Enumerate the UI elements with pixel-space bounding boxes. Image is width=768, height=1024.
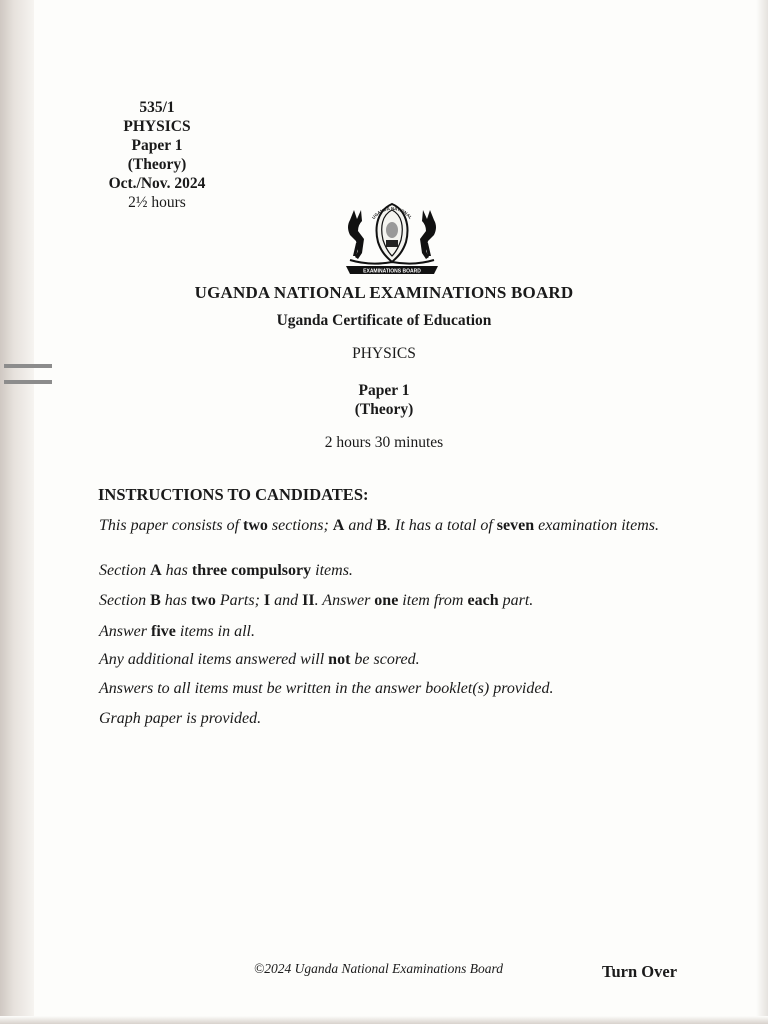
turn-over-label: Turn Over (602, 962, 678, 981)
instructions-heading: INSTRUCTIONS TO CANDIDATES: (98, 485, 369, 504)
meta-subject: PHYSICS (123, 118, 191, 135)
meta-paper: Paper 1 (131, 137, 183, 154)
instruction-item: This paper consists of two sections; A and B. It has a total of seven examination items. (99, 517, 659, 534)
staple-mark (4, 364, 52, 368)
instruction-item: Answers to all items must be written in the answer booklet(s) provided. (99, 680, 554, 697)
kob-left-icon (348, 210, 364, 259)
uneb-crest-logo (340, 196, 444, 278)
instruction-item: Answer five items in all. (99, 623, 255, 640)
subject-title: PHYSICS (352, 345, 416, 362)
certificate-title: Uganda Certificate of Education (276, 312, 492, 329)
paper-number: Paper 1 (358, 382, 410, 399)
page-edge-shadow (0, 0, 34, 1024)
logo-top-text: UGANDA NATIONAL (370, 205, 414, 220)
instruction-item: Section A has three compulsory items. (99, 562, 353, 579)
crane-right-icon (420, 210, 436, 259)
paper-title (0, 381, 768, 419)
instruction-item: Graph paper is provided. (99, 710, 262, 727)
paper-code: 535/1 (139, 99, 175, 116)
meta-type: (Theory) (127, 156, 187, 173)
meta-duration: 2½ hours (128, 194, 186, 211)
page-edge-bottom (0, 1016, 768, 1024)
copyright-notice: ©2024 Uganda National Examinations Board (254, 961, 504, 976)
exam-duration: 2 hours 30 minutes (324, 434, 444, 451)
paper-type: (Theory) (354, 401, 414, 418)
instruction-item: Any additional items answered will not be scored. (99, 651, 420, 668)
logo-bottom-text: EXAMINATIONS BOARD (363, 268, 421, 275)
paper-metadata (92, 98, 222, 212)
instruction-item: Section B has two Parts; I and II. Answer one item from each part. (99, 592, 534, 609)
meta-session: Oct./Nov. 2024 (108, 175, 206, 192)
board-name: UGANDA NATIONAL EXAMINATIONS BOARD (194, 283, 574, 302)
page-edge-right (756, 0, 768, 1024)
